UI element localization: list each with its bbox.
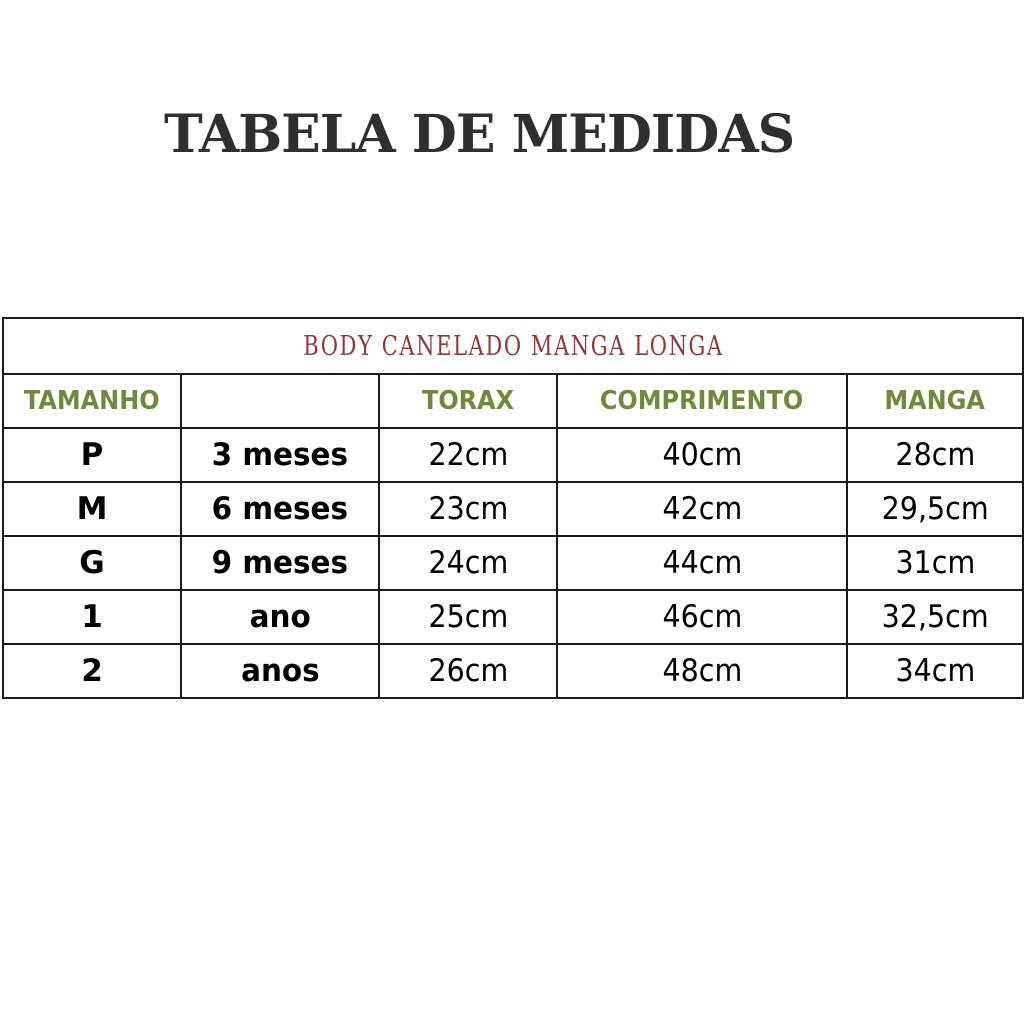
torax-cell: [379, 644, 557, 698]
age-value: 9 meses: [211, 545, 349, 581]
table-title: BODY CANELADO MANGA LONGA: [302, 330, 724, 362]
comprimento-value: 46cm: [662, 599, 742, 635]
torax-value: 22cm: [428, 437, 508, 473]
size-cell: [3, 590, 181, 644]
page-title: TABELA DE MEDIDAS: [164, 104, 795, 165]
comprimento-cell: [557, 590, 847, 644]
table-row: [3, 536, 1023, 590]
torax-value: 26cm: [428, 653, 508, 689]
torax-value: 23cm: [428, 491, 508, 527]
size-table: [2, 317, 1024, 699]
size-cell: [3, 428, 181, 482]
header-row: [3, 374, 1023, 428]
table-title-row: [3, 318, 1023, 374]
manga-cell: [847, 590, 1023, 644]
size-cell: [3, 482, 181, 536]
manga-value: 29,5cm: [881, 491, 989, 527]
manga-cell: [847, 482, 1023, 536]
header-torax: TORAX: [421, 386, 515, 416]
age-cell: [181, 644, 379, 698]
size-value: P: [80, 437, 104, 473]
comprimento-value: 42cm: [662, 491, 742, 527]
age-cell: [181, 536, 379, 590]
header-cell-torax: [379, 374, 557, 428]
age-value: ano: [249, 599, 311, 635]
comprimento-cell: [557, 536, 847, 590]
age-cell: [181, 428, 379, 482]
torax-cell: [379, 590, 557, 644]
size-value: M: [76, 491, 108, 527]
table-row: [3, 482, 1023, 536]
comprimento-value: 40cm: [662, 437, 742, 473]
size-value: G: [79, 545, 105, 581]
age-cell: [181, 590, 379, 644]
header-comprimento: COMPRIMENTO: [600, 386, 804, 416]
torax-cell: [379, 482, 557, 536]
table-title-cell: [3, 318, 1023, 374]
comprimento-cell: [557, 482, 847, 536]
comprimento-cell: [557, 428, 847, 482]
header-tamanho: TAMANHO: [24, 386, 160, 416]
manga-value: 32,5cm: [881, 599, 989, 635]
manga-cell: [847, 428, 1023, 482]
torax-value: 25cm: [428, 599, 508, 635]
size-cell: [3, 644, 181, 698]
size-cell: [3, 536, 181, 590]
manga-cell: [847, 644, 1023, 698]
manga-value: 28cm: [895, 437, 975, 473]
torax-value: 24cm: [428, 545, 508, 581]
age-cell: [181, 482, 379, 536]
header-cell-tamanho: [3, 374, 181, 428]
size-value: 1: [81, 599, 103, 635]
table-row: [3, 428, 1023, 482]
comprimento-value: 44cm: [662, 545, 742, 581]
age-value: anos: [240, 653, 320, 689]
header-cell-age: [181, 374, 379, 428]
table-row: [3, 644, 1023, 698]
age-value: 3 meses: [211, 437, 349, 473]
manga-cell: [847, 536, 1023, 590]
manga-value: 31cm: [895, 545, 975, 581]
torax-cell: [379, 536, 557, 590]
header-cell-manga: [847, 374, 1023, 428]
torax-cell: [379, 428, 557, 482]
size-value: 2: [81, 653, 103, 689]
table-row: [3, 590, 1023, 644]
comprimento-cell: [557, 644, 847, 698]
manga-value: 34cm: [895, 653, 975, 689]
header-cell-comprimento: [557, 374, 847, 428]
comprimento-value: 48cm: [662, 653, 742, 689]
age-value: 6 meses: [211, 491, 349, 527]
header-manga: MANGA: [884, 386, 986, 416]
